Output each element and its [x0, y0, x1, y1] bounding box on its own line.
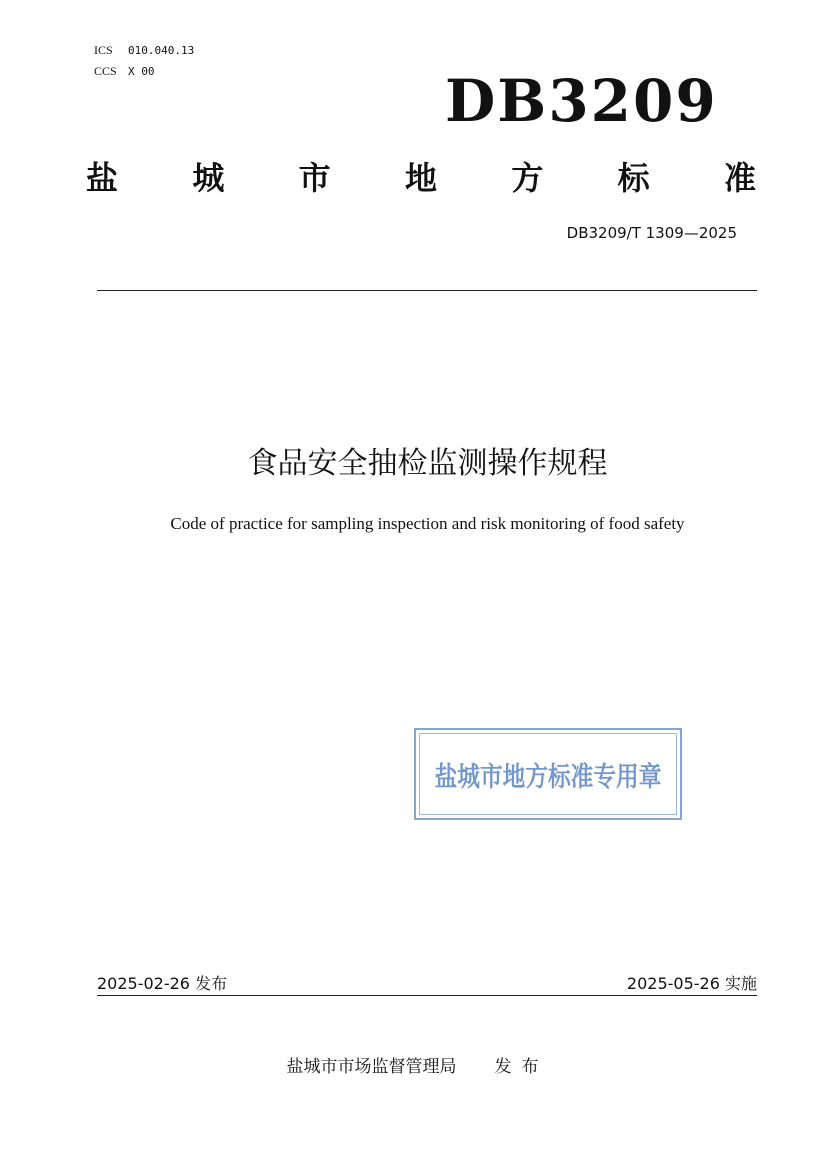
standard-type-title: [86, 154, 756, 202]
issue-word: 发布: [494, 1057, 549, 1077]
ccs-line: [94, 61, 194, 82]
bottom-divider: [97, 995, 757, 996]
standard-type-char: 方: [511, 159, 544, 197]
standard-type-char: 盐: [86, 159, 119, 197]
standard-type-char: 市: [298, 159, 331, 197]
classification-codes: [94, 40, 194, 82]
top-divider: [97, 290, 757, 291]
ccs-label: CCS: [94, 64, 117, 78]
standard-type-char: 地: [404, 159, 437, 197]
standard-type-char: 标: [617, 159, 650, 197]
document-title-english: Code of practice for sampling inspection and risk monitoring of food safety: [170, 514, 685, 533]
stamp-text: 盐城市地方标准专用章: [434, 761, 662, 793]
standard-type-char: 城: [192, 159, 225, 197]
ics-label: ICS: [94, 43, 113, 57]
official-seal-stamp: [414, 728, 682, 820]
implementation-date: 2025-05-26 实施: [626, 974, 757, 993]
issuer-line: [0, 1052, 815, 1077]
standard-number: DB3209/T 1309—2025: [566, 224, 737, 242]
ics-value: 010.040.13: [128, 44, 195, 57]
db-code-logo: DB3209: [445, 67, 718, 135]
document-title-chinese: 食品安全抽检监测操作规程: [247, 446, 608, 481]
ics-line: [94, 40, 194, 61]
standard-type-char: 准: [723, 159, 756, 197]
publish-date: 2025-02-26 发布: [97, 974, 228, 993]
ccs-value: X 00: [128, 65, 155, 78]
issuer-name: 盐城市市场监督管理局: [286, 1057, 457, 1077]
